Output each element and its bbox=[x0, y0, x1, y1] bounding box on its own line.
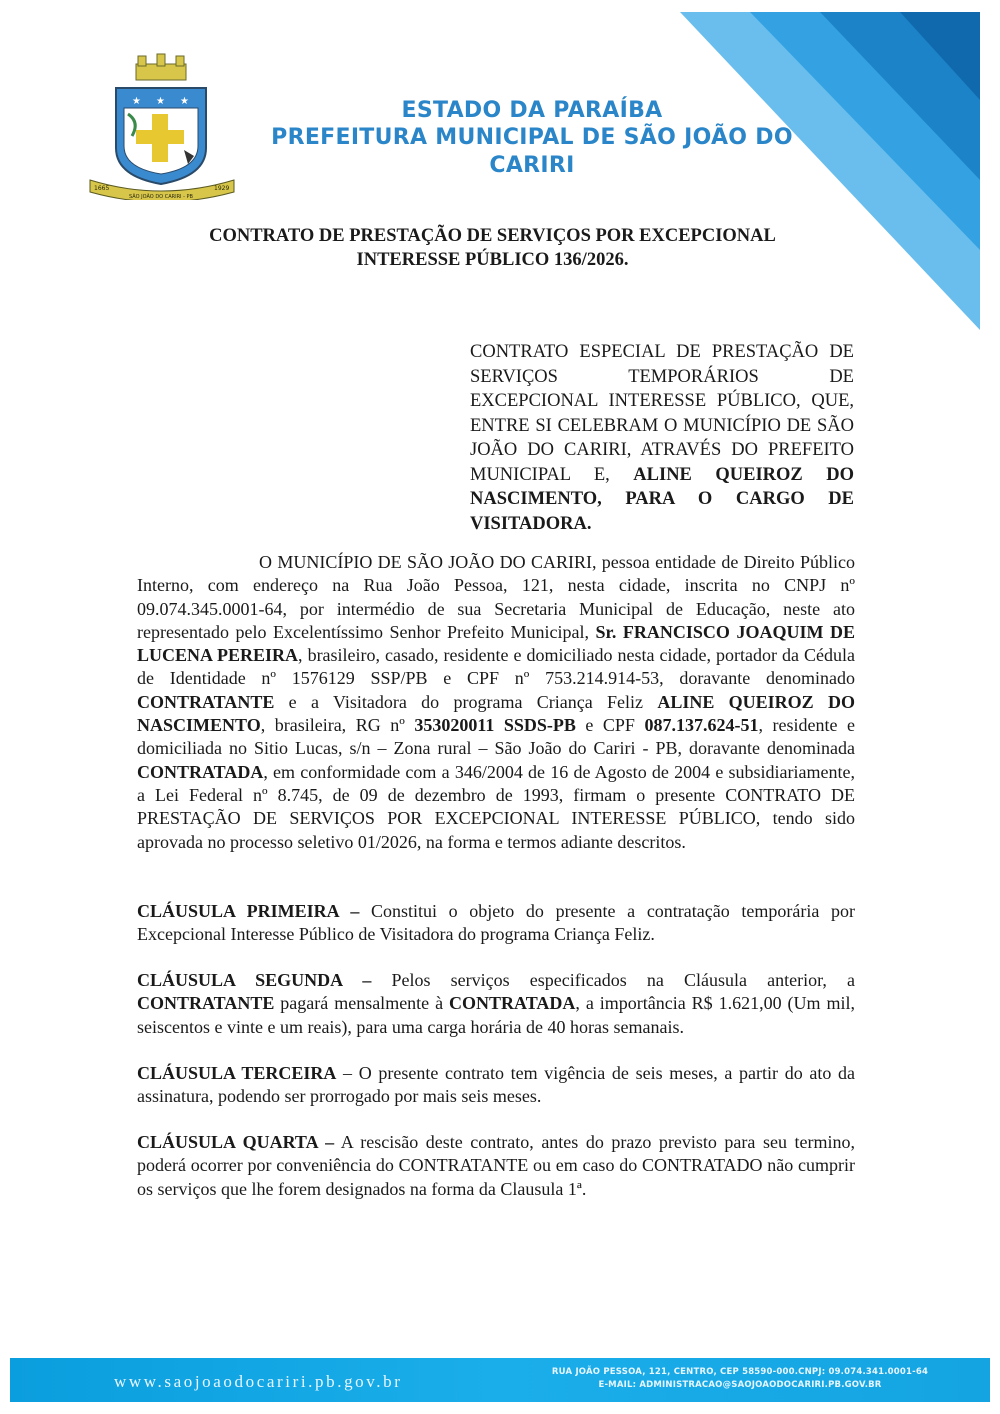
intro-text: , brasileiro, casado, residente e domiciliado nesta cidade, portador da Cédula de Identidade nº 1576129 SSP/PB e CPF nº 753.214.914-53, doravante denominado bbox=[137, 645, 855, 689]
contratada-label: CONTRATADA bbox=[137, 761, 264, 782]
clause-second bbox=[137, 969, 855, 1039]
contracted-rg: 353020011 SSDS-PB bbox=[414, 715, 576, 736]
intro-text: O MUNICÍPIO DE SÃO JOÃO DO CARIRI, pessoa entidade de Direito Público Interno, com endereço na Rua João Pessoa, 121, nesta cidade, inscrita no CNPJ nº 09.074.345.0001-64, por intermédio de sua Secretaria Municipal de Educação, neste ato representado pelo Excelentíssimo Senhor Prefeito Municipal, bbox=[137, 552, 855, 642]
clause-second-text: pagará mensalmente à bbox=[274, 993, 450, 1014]
contracted-name: ALINE QUEIROZ DO NASCIMENTO bbox=[137, 691, 855, 736]
prefeitura-name: PREFEITURA MUNICIPAL DE SÃO JOÃO DO CARIRI bbox=[271, 125, 793, 178]
footer-address bbox=[510, 1366, 970, 1392]
contract-summary bbox=[470, 340, 854, 536]
document-title-line-2: INTERESSE PÚBLICO 136/2026. bbox=[356, 250, 629, 270]
clause-third-text: – O presente contrato tem vigência de seis meses, a partir do ato da assinatura, podendo ser prorrogado por mais seis meses. bbox=[137, 1063, 855, 1107]
document-title-line-1: CONTRATO DE PRESTAÇÃO DE SERVIÇOS POR EXCEPCIONAL bbox=[209, 226, 776, 246]
summary-text: CONTRATO ESPECIAL DE PRESTAÇÃO DE SERVIÇOS TEMPORÁRIOS DE EXCEPCIONAL INTERESSE PÚBLICO, QUE, ENTRE SI CELEBRAM O MUNICÍPIO DE SÃO JOÃO DO CARIRI, ATRAVÉS DO PREFEITO MUNICIPAL E, bbox=[470, 342, 854, 485]
intro-text: e a Visitadora do programa Criança Feliz bbox=[274, 691, 658, 712]
intro-paragraph bbox=[137, 551, 855, 854]
coat-year-right: 1929 bbox=[214, 185, 230, 192]
intro-text: , em conformidade com a 346/2004 de 16 de Agosto de 2004 e subsidiariamente, a Lei Federal nº 8.745, de 09 de dezembro de 1993, firmam o presente CONTRATO DE PRESTAÇÃO DE SERVIÇOS POR EXCEPCIONAL INTERESSE PÚBLICO, tendo sido aprovada no processo seletivo 01/2026, na forma e termos adiante descritos. bbox=[137, 761, 855, 852]
mayor-name: Sr. FRANCISCO JOAQUIM DE LUCENA PEREIRA bbox=[137, 621, 855, 666]
clause-third-label: CLÁUSULA TERCEIRA bbox=[137, 1063, 337, 1083]
website-link[interactable]: www.saojoaodocariri.pb.gov.br bbox=[114, 1372, 403, 1391]
svg-text:★: ★ bbox=[132, 96, 141, 107]
clause-second-label: CLÁUSULA SEGUNDA – bbox=[137, 970, 372, 990]
clause-fourth-text: A rescisão deste contrato, antes do prazo previsto para seu termino, poderá ocorrer por conveniência do CONTRATANTE ou em caso do CONTRATADO não cumprir os serviços que lhe forem designados na forma da Clausula 1ª. bbox=[137, 1132, 855, 1199]
state-name: ESTADO DA PARAÍBA bbox=[401, 98, 663, 123]
summary-bold-text: ALINE QUEIROZ DO NASCIMENTO, PARA O CARGO DE VISITADORA. bbox=[470, 464, 854, 534]
clause-first-text: Constitui o objeto do presente a contratação temporária por Excepcional Interesse Público de Visitadora do programa Criança Feliz. bbox=[137, 901, 856, 945]
clause-fourth bbox=[137, 1131, 855, 1201]
intro-text: e CPF bbox=[575, 715, 645, 736]
coat-year-left: 1665 bbox=[94, 185, 110, 192]
contratada-label: CONTRATADA bbox=[449, 993, 576, 1014]
clause-first-label: CLÁUSULA PRIMEIRA – bbox=[137, 901, 360, 921]
letterhead bbox=[232, 98, 832, 180]
coat-ribbon-text: SÃO JOÃO DO CARIRI - PB bbox=[129, 194, 193, 200]
svg-text:★: ★ bbox=[180, 96, 189, 107]
document-title bbox=[140, 224, 845, 272]
clause-second-text: , a importância R$ 1.621,00 (Um mil, seiscentos e vinte e um reais), para uma carga horária de 40 horas semanais. bbox=[137, 993, 855, 1037]
footer-bar bbox=[10, 1358, 990, 1402]
contratante-label: CONTRATANTE bbox=[137, 691, 275, 712]
footer-address-line-1: RUA JOÃO PESSOA, 121, CENTRO, CEP 58590-000.CNPJ: 09.074.341.0001-64 bbox=[551, 1367, 929, 1377]
coat-of-arms-icon bbox=[84, 52, 240, 200]
footer-email[interactable]: E-MAIL: ADMINISTRACAO@SAOJOAODOCARIRI.PB.GOV.BR bbox=[598, 1380, 882, 1390]
contratante-label: CONTRATANTE bbox=[137, 993, 275, 1014]
clause-second-text: Pelos serviços especificados na Cláusula anterior, a bbox=[371, 970, 855, 990]
clause-first bbox=[137, 900, 855, 947]
intro-text: , residente e domiciliada no Sitio Lucas, s/n – Zona rural – São João do Cariri - PB, doravante denominada bbox=[137, 715, 855, 759]
intro-text: , brasileira, RG nº bbox=[260, 715, 415, 736]
svg-text:★: ★ bbox=[156, 96, 165, 107]
clause-third bbox=[137, 1062, 855, 1109]
contracted-cpf: 087.137.624-51 bbox=[644, 715, 759, 736]
clause-fourth-label: CLÁUSULA QUARTA – bbox=[137, 1132, 335, 1152]
